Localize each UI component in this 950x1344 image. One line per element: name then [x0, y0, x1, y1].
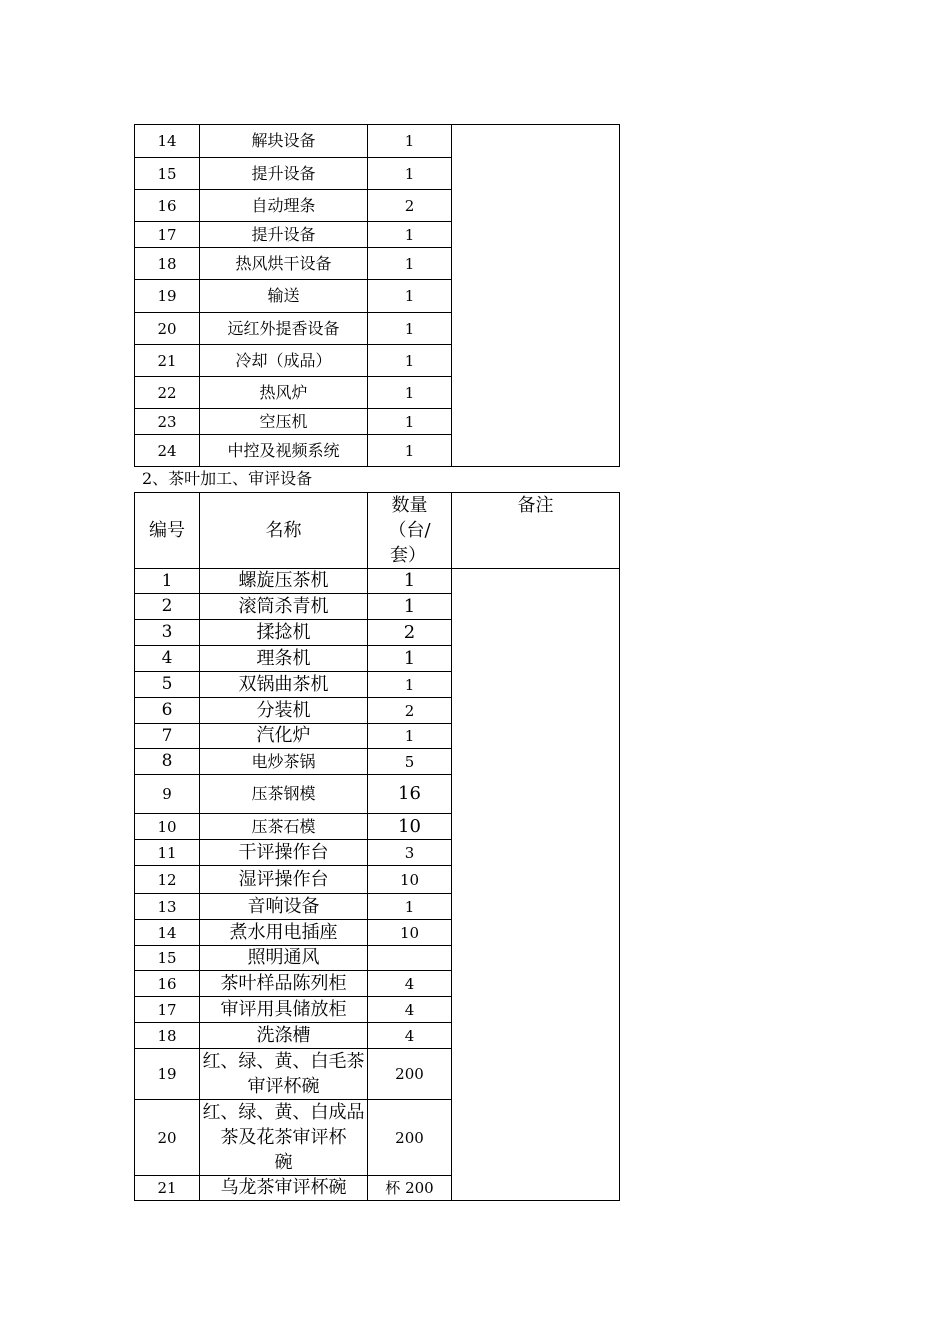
row-number: 4	[135, 646, 200, 672]
quantity: 1	[368, 672, 452, 698]
row-number: 18	[135, 1023, 200, 1049]
row-number: 6	[135, 698, 200, 724]
quantity: 杯 200	[368, 1176, 452, 1201]
header-quantity-line: 套）	[390, 545, 426, 566]
row-number: 12	[135, 866, 200, 894]
quantity: 1	[368, 222, 452, 248]
row-number: 17	[135, 997, 200, 1023]
equipment-name: 压茶钢模	[200, 775, 368, 814]
quantity: 200	[368, 1100, 452, 1176]
row-number: 17	[135, 222, 200, 248]
header-quantity-line: 数量	[391, 495, 428, 516]
row-number: 15	[135, 158, 200, 190]
row-number: 24	[135, 435, 200, 467]
quantity: 1	[368, 345, 452, 377]
row-number: 21	[135, 1176, 200, 1201]
quantity: 4	[368, 1023, 452, 1049]
row-number: 18	[135, 248, 200, 280]
row-number: 22	[135, 377, 200, 409]
equipment-name: 冷却（成品）	[200, 345, 368, 377]
quantity	[368, 946, 452, 971]
quantity: 16	[368, 775, 452, 814]
equipment-name: 洗涤槽	[200, 1023, 368, 1049]
header-number: 编号	[135, 493, 200, 569]
equipment-name: 汽化炉	[200, 724, 368, 749]
row-number: 23	[135, 409, 200, 435]
row-number: 15	[135, 946, 200, 971]
equipment-name: 解块设备	[200, 125, 368, 158]
row-number: 10	[135, 814, 200, 840]
row-number: 3	[135, 620, 200, 646]
equipment-table-continued	[134, 124, 620, 467]
quantity: 1	[368, 125, 452, 158]
equipment-name-line: 红、绿、黄、白毛茶	[202, 1051, 365, 1072]
row-number: 8	[135, 749, 200, 775]
quantity: 2	[368, 190, 452, 222]
section-title: 2、茶叶加工、审评设备	[142, 469, 313, 488]
quantity: 1	[368, 569, 452, 594]
equipment-name: 审评用具储放柜	[200, 997, 368, 1023]
table-row	[135, 125, 620, 158]
equipment-name: 压茶石模	[200, 814, 368, 840]
quantity: 1	[368, 158, 452, 190]
row-number: 14	[135, 920, 200, 946]
header-quantity-line: （台/	[388, 520, 431, 541]
row-number: 14	[135, 125, 200, 158]
header-remark: 备注	[452, 493, 620, 569]
equipment-name	[200, 1100, 368, 1176]
quantity: 1	[368, 894, 452, 920]
quantity: 5	[368, 749, 452, 775]
quantity: 1	[368, 377, 452, 409]
quantity: 200	[368, 1049, 452, 1100]
quantity: 1	[368, 594, 452, 620]
equipment-name: 空压机	[200, 409, 368, 435]
row-number: 21	[135, 345, 200, 377]
equipment-name: 滚筒杀青机	[200, 594, 368, 620]
equipment-name: 螺旋压茶机	[200, 569, 368, 594]
table-row	[135, 569, 620, 594]
equipment-name: 热风炉	[200, 377, 368, 409]
quantity: 3	[368, 840, 452, 866]
equipment-name-line: 审评杯碗	[247, 1076, 320, 1097]
equipment-name: 揉捻机	[200, 620, 368, 646]
equipment-name: 煮水用电插座	[200, 920, 368, 946]
quantity: 4	[368, 971, 452, 997]
equipment-name: 照明通风	[200, 946, 368, 971]
equipment-name-line: 红、绿、黄、白成品	[202, 1102, 365, 1123]
row-number: 19	[135, 280, 200, 313]
equipment-name: 茶叶样品陈列柜	[200, 971, 368, 997]
quantity: 10	[368, 866, 452, 894]
row-number: 5	[135, 672, 200, 698]
row-number: 16	[135, 971, 200, 997]
equipment-name: 远红外提香设备	[200, 313, 368, 345]
header-row	[135, 493, 620, 569]
equipment-name: 输送	[200, 280, 368, 313]
equipment-name: 提升设备	[200, 222, 368, 248]
quantity: 10	[368, 814, 452, 840]
equipment-name: 自动理条	[200, 190, 368, 222]
quantity: 1	[368, 435, 452, 467]
equipment-name	[200, 1049, 368, 1100]
header-quantity	[368, 493, 452, 569]
equipment-name: 音响设备	[200, 894, 368, 920]
equipment-name: 湿评操作台	[200, 866, 368, 894]
quantity: 1	[368, 248, 452, 280]
equipment-name: 提升设备	[200, 158, 368, 190]
row-number: 7	[135, 724, 200, 749]
equipment-name-line: 碗	[274, 1152, 293, 1173]
quantity: 1	[368, 724, 452, 749]
row-number: 2	[135, 594, 200, 620]
row-number: 1	[135, 569, 200, 594]
quantity: 2	[368, 620, 452, 646]
row-number: 16	[135, 190, 200, 222]
header-name: 名称	[200, 493, 368, 569]
quantity: 10	[368, 920, 452, 946]
row-number: 11	[135, 840, 200, 866]
row-number: 13	[135, 894, 200, 920]
equipment-name: 电炒茶锅	[200, 749, 368, 775]
row-number: 19	[135, 1049, 200, 1100]
equipment-name: 理条机	[200, 646, 368, 672]
quantity: 2	[368, 698, 452, 724]
row-number: 20	[135, 1100, 200, 1176]
equipment-name: 中控及视频系统	[200, 435, 368, 467]
quantity: 1	[368, 280, 452, 313]
row-number: 9	[135, 775, 200, 814]
equipment-name: 双锅曲茶机	[200, 672, 368, 698]
equipment-name-line: 茶及花茶审评杯	[220, 1127, 347, 1148]
quantity: 1	[368, 409, 452, 435]
quantity: 1	[368, 313, 452, 345]
quantity: 4	[368, 997, 452, 1023]
remark-cell	[452, 569, 620, 1201]
remark-cell	[452, 125, 620, 467]
quantity: 1	[368, 646, 452, 672]
equipment-name: 分装机	[200, 698, 368, 724]
equipment-name: 干评操作台	[200, 840, 368, 866]
equipment-name: 热风烘干设备	[200, 248, 368, 280]
equipment-name: 乌龙茶审评杯碗	[200, 1176, 368, 1201]
tea-processing-equipment-table	[134, 492, 620, 1201]
row-number: 20	[135, 313, 200, 345]
